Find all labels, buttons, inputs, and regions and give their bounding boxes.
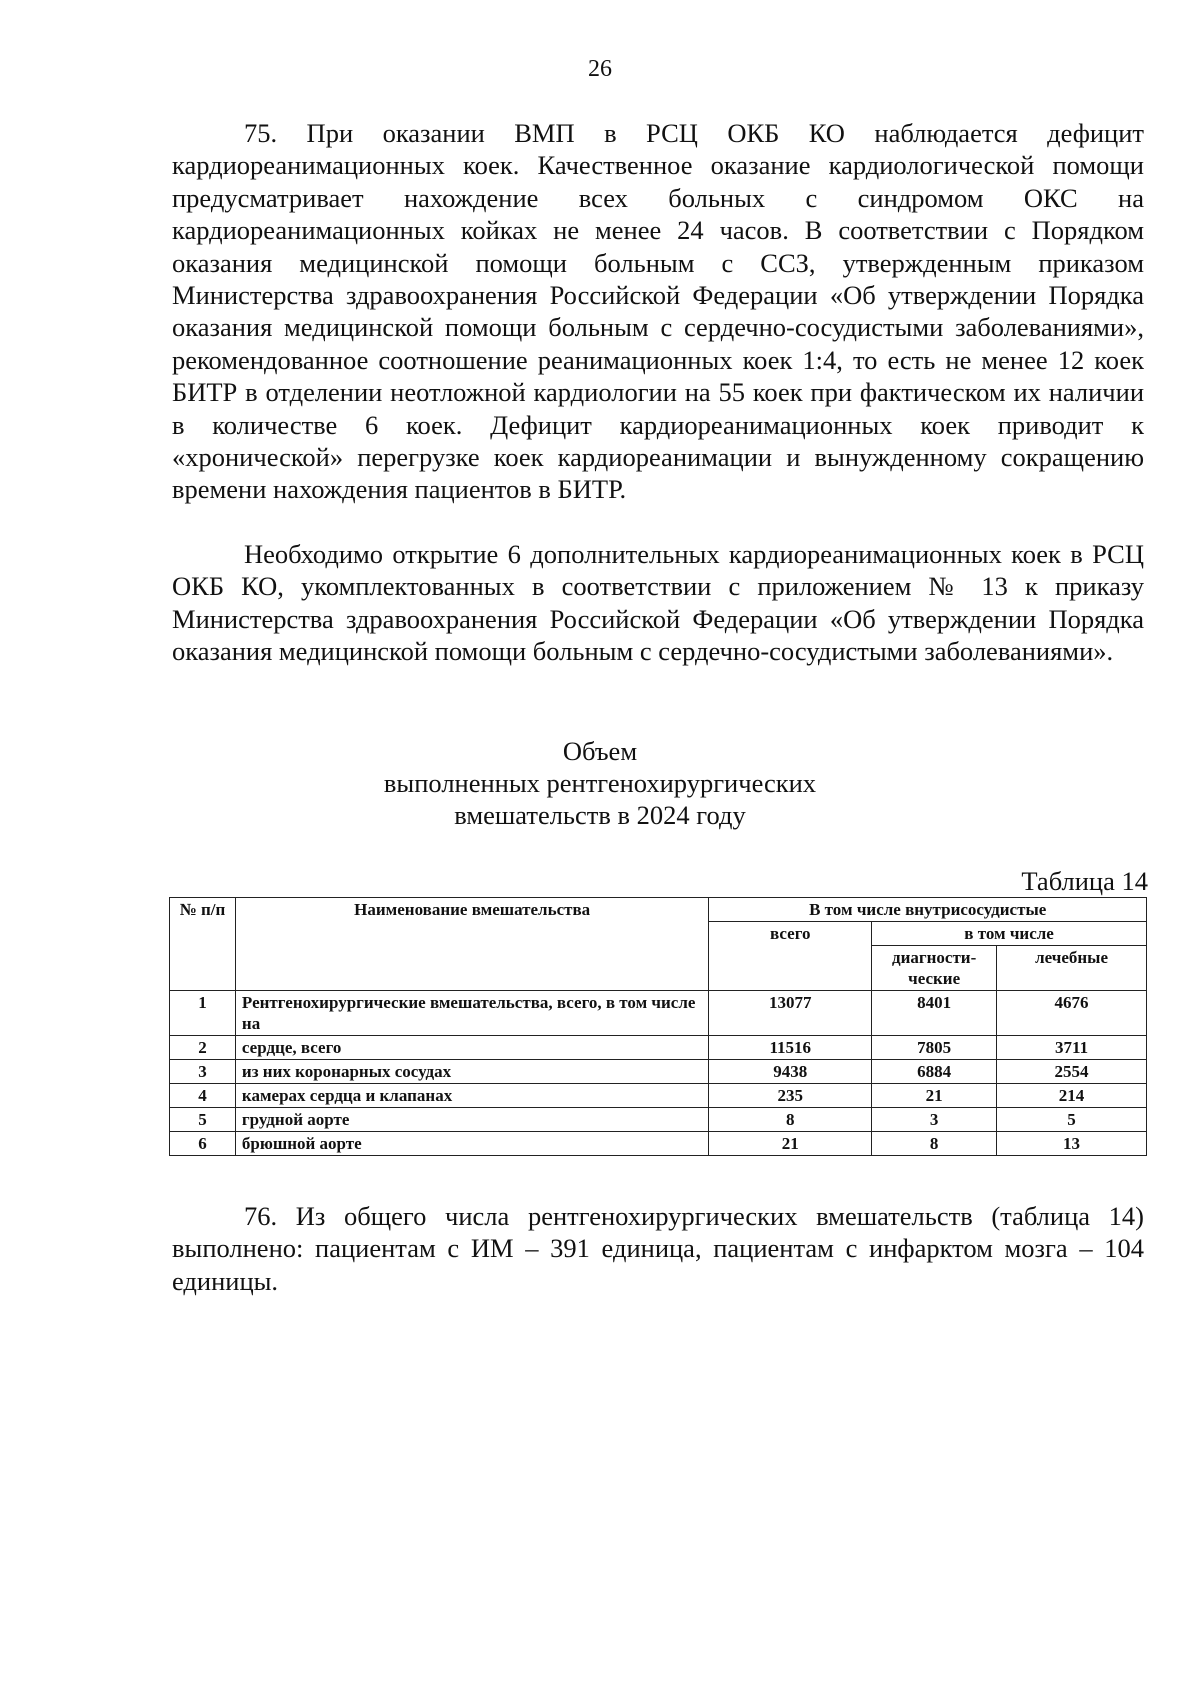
paragraph-75-text: 75. При оказании ВМП в РСЦ ОКБ КО наблюдается дефицит кардиореанимационных коек. Качественное оказание кардиологической помощи предусматривает нахождение всех больных с синдромом ОКС на кардиореанимационных койках не менее 24 часов. В соответствии с Порядком оказания медицинской помощи больным с ССЗ, утвержденным приказом Министерства здравоохранения Российской Федерации «Об утверждении Порядка оказания медицинской помощи больным с сердечно-сосудистыми заболеваниями», рекомендованное соотношение реанимационных коек 1:4, то есть не менее 12 коек БИТР в отделении неотложной кардиологии на 55 коек при фактическом их наличии в количестве 6 коек. Дефицит кардиореанимационных коек приводит к «хронической» перегрузке коек кардиореанимации и вынужденному сокращению времени нахождения пациентов в БИТР. [172, 118, 1144, 505]
row-num: 2 [170, 1036, 236, 1060]
row-diag: 8 [872, 1132, 997, 1156]
table-title [0, 735, 1200, 831]
row-num: 5 [170, 1108, 236, 1132]
header-total: всего [709, 922, 872, 991]
table-row [170, 1036, 1147, 1060]
row-name: Рентгенохирургические вмешательства, всего, в том числе на [235, 991, 708, 1036]
table-title-line2: выполненных рентгенохирургических [383, 768, 817, 798]
row-diag: 8401 [872, 991, 997, 1036]
row-diag: 21 [872, 1084, 997, 1108]
table-row [170, 1060, 1147, 1084]
paragraph-76-text: 76. Из общего числа рентгенохирургических вмешательств (таблица 14) выполнено: пациентам с ИМ – 391 единица, пациентам с инфарктом мозга – 104 единицы. [172, 1201, 1144, 1296]
table-row [170, 1132, 1147, 1156]
row-name: грудной аорте [235, 1108, 708, 1132]
row-total: 11516 [709, 1036, 872, 1060]
header-diag: диагности-ческие [872, 946, 997, 991]
row-treat: 3711 [997, 1036, 1147, 1060]
row-total: 235 [709, 1084, 872, 1108]
paragraph-75 [172, 117, 1144, 506]
row-num: 6 [170, 1132, 236, 1156]
page-number: 26 [588, 56, 612, 82]
row-treat: 4676 [997, 991, 1147, 1036]
table-row [170, 991, 1147, 1036]
table-label: Таблица 14 [1021, 866, 1148, 896]
row-num: 3 [170, 1060, 236, 1084]
paragraph-need-text: Необходимо открытие 6 дополнительных кардиореанимационных коек в РСЦ ОКБ КО, укомплектованных в соответствии с приложением № 13 к приказу Министерства здравоохранения Российской Федерации «Об утверждении Порядка оказания медицинской помощи больным с сердечно-сосудистыми заболеваниями». [172, 539, 1144, 667]
row-diag: 6884 [872, 1060, 997, 1084]
row-total: 13077 [709, 991, 872, 1036]
table-row [170, 1084, 1147, 1108]
header-name: Наименование вмешательства [235, 898, 708, 991]
row-name: брюшной аорте [235, 1132, 708, 1156]
row-diag: 3 [872, 1108, 997, 1132]
row-total: 8 [709, 1108, 872, 1132]
table-title-line3: вмешательств в 2024 году [454, 800, 746, 830]
row-total: 21 [709, 1132, 872, 1156]
paragraph-76 [172, 1200, 1144, 1297]
table-title-line1: Объем [562, 736, 638, 766]
row-treat: 13 [997, 1132, 1147, 1156]
row-num: 4 [170, 1084, 236, 1108]
row-treat: 5 [997, 1108, 1147, 1132]
row-name: из них коронарных сосудах [235, 1060, 708, 1084]
row-diag: 7805 [872, 1036, 997, 1060]
interventions-table [169, 897, 1147, 1156]
row-name: камерах сердца и клапанах [235, 1084, 708, 1108]
row-treat: 2554 [997, 1060, 1147, 1084]
table-row [170, 1108, 1147, 1132]
row-treat: 214 [997, 1084, 1147, 1108]
paragraph-need [172, 538, 1144, 668]
row-num: 1 [170, 991, 236, 1036]
header-subgroup: в том числе [872, 922, 1147, 946]
header-group: В том числе внутрисосудистые [709, 898, 1147, 922]
row-total: 9438 [709, 1060, 872, 1084]
row-name: сердце, всего [235, 1036, 708, 1060]
header-treat: лечебные [997, 946, 1147, 991]
header-num: № п/п [170, 898, 236, 991]
